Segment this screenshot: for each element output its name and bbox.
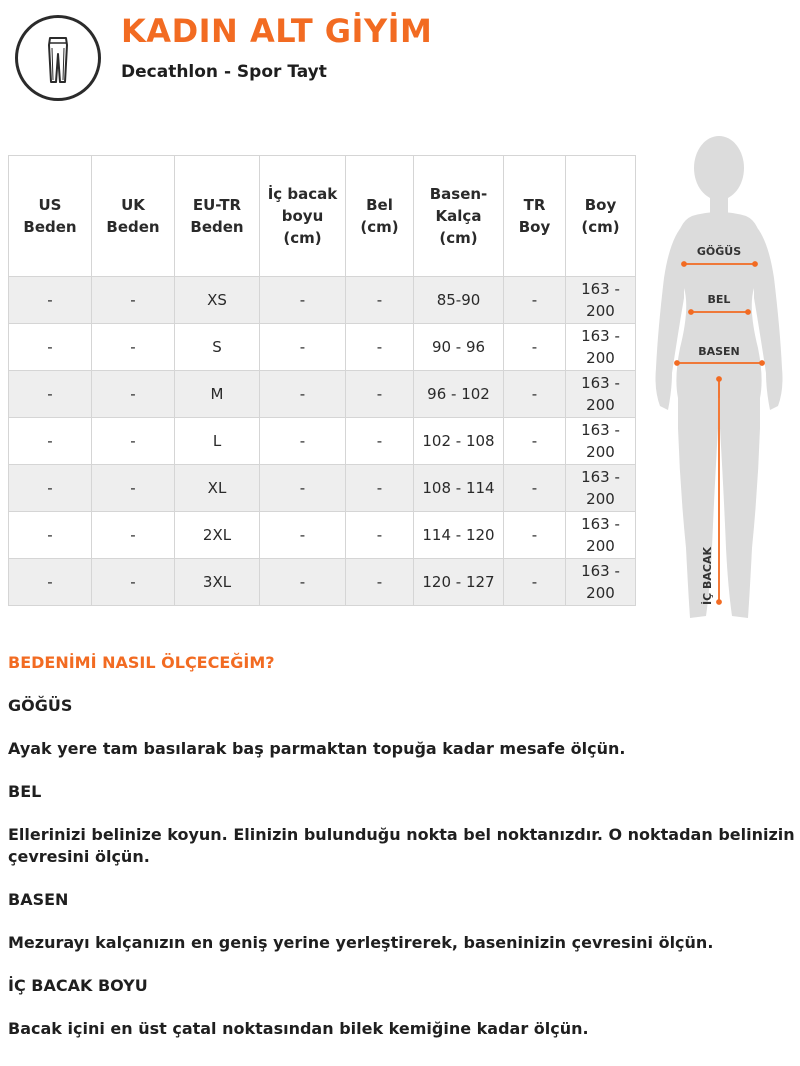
table-row [9,465,636,512]
hip-label: BASEN [698,345,740,358]
table-cell: - [260,371,346,418]
table-cell: - [260,559,346,606]
table-cell: - [504,371,566,418]
table-cell: 96 - 102 [414,371,504,418]
section-heading-waist: BEL [8,782,42,801]
table-cell: - [9,418,92,465]
table-cell: 85-90 [414,277,504,324]
table-cell: 90 - 96 [414,324,504,371]
column-header: UK Beden [92,156,175,277]
table-cell: - [346,324,414,371]
table-cell: - [260,418,346,465]
chest-label: GÖĞÜS [696,245,742,258]
table-cell: 163 - 200 [566,371,636,418]
table-cell: - [92,465,175,512]
section-text-waist: Ellerinizi belinize koyun. Elinizin bulunduğu nokta bel noktanızdır. O noktadan belinizin çevresini ölçün. [8,825,795,866]
section-text-inseam: Bacak içini en üst çatal noktasından bilek kemiğine kadar ölçün. [8,1019,589,1038]
section-text-chest: Ayak yere tam basılarak baş parmaktan topuğa kadar mesafe ölçün. [8,739,626,758]
table-cell: - [260,465,346,512]
table-cell: - [260,512,346,559]
body-measurement-figure [648,128,793,628]
table-row [9,418,636,465]
table-cell: - [346,277,414,324]
waist-label: BEL [707,293,731,306]
table-cell: - [346,371,414,418]
table-cell: 163 - 200 [566,277,636,324]
table-cell: - [504,277,566,324]
table-cell: XS [175,277,260,324]
table-cell: - [346,559,414,606]
page-title: KADIN ALT GİYİM [121,12,433,50]
table-cell: - [504,512,566,559]
table-cell: - [260,324,346,371]
guide-question: BEDENİMİ NASIL ÖLÇECEĞİM? [8,653,275,672]
table-cell: - [504,418,566,465]
table-cell: S [175,324,260,371]
section-heading-chest: GÖĞÜS [8,696,73,715]
size-table [8,155,636,606]
table-cell: - [9,371,92,418]
inseam-label: İÇ BACAK [701,546,714,606]
table-cell: - [346,512,414,559]
table-cell: - [346,465,414,512]
section-text-hip: Mezurayı kalçanızın en geniş yerine yerleştirerek, baseninizin çevresini ölçün. [8,933,714,952]
table-cell: - [504,324,566,371]
table-cell: - [9,512,92,559]
table-row [9,324,636,371]
table-cell: 163 - 200 [566,324,636,371]
measurement-guide [8,652,798,1061]
table-row [9,559,636,606]
table-cell: - [92,277,175,324]
column-header: US Beden [9,156,92,277]
page-subtitle: Decathlon - Spor Tayt [121,62,327,82]
table-cell: 108 - 114 [414,465,504,512]
table-cell: - [504,465,566,512]
leggings-icon [15,15,101,101]
table-cell: L [175,418,260,465]
table-header-row [9,156,636,277]
table-cell: 114 - 120 [414,512,504,559]
section-heading-inseam: İÇ BACAK BOYU [8,976,148,995]
table-cell: 163 - 200 [566,559,636,606]
column-header: Boy (cm) [566,156,636,277]
table-cell: - [9,277,92,324]
body-silhouette-icon [648,128,793,628]
table-cell: 163 - 200 [566,512,636,559]
column-header: Bel (cm) [346,156,414,277]
section-heading-hip: BASEN [8,890,69,909]
table-cell: 2XL [175,512,260,559]
table-cell: - [346,418,414,465]
table-cell: - [9,465,92,512]
table-cell: XL [175,465,260,512]
table-cell: M [175,371,260,418]
table-cell: - [9,324,92,371]
column-header: EU-TR Beden [175,156,260,277]
table-cell: - [92,512,175,559]
table-cell: - [92,371,175,418]
table-cell: 163 - 200 [566,418,636,465]
column-header: İç bacak boyu (cm) [260,156,346,277]
table-cell: - [92,324,175,371]
table-cell: - [92,418,175,465]
column-header: TR Boy [504,156,566,277]
table-cell: 120 - 127 [414,559,504,606]
table-cell: - [260,277,346,324]
table-cell: - [504,559,566,606]
table-row [9,277,636,324]
column-header: Basen-Kalça (cm) [414,156,504,277]
table-cell: - [9,559,92,606]
table-cell: 163 - 200 [566,465,636,512]
table-cell: 3XL [175,559,260,606]
table-row [9,512,636,559]
table-row [9,371,636,418]
table-cell: 102 - 108 [414,418,504,465]
table-cell: - [92,559,175,606]
